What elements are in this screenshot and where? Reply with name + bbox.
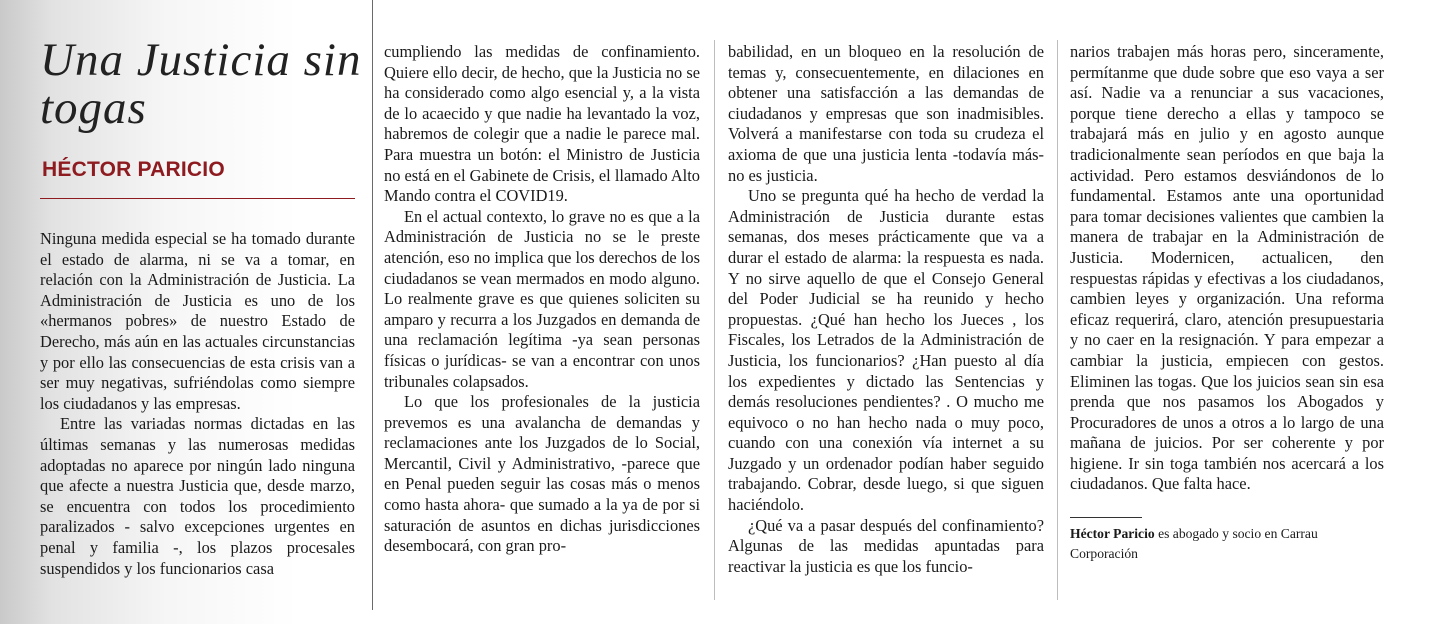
paragraph: narios trabajen más horas pero, sinceramente, permítanme que dude sobre que eso vaya a ser así. Nadie va a renunciar a sus vacaciones, porque tiene derecho a ellas y tampoco se trabajará más en julio y en agosto aunque tradicionalmente sean períodos en que baja la actividad. Pero estamos desviándonos de lo fundamental. Estamos ante una oportunidad para tomar decisiones valientes que cambien la manera de trabajar en la Administración de Justicia. Modernicen, actualicen, den respuestas rápidas y efectivas a los ciudadanos, cambien leyes y organización. Una reforma eficaz requerirá, claro, atención presupuestaria y no caer en la resignación. Y para empezar a cambiar la justicia, empiecen con gestos. Eliminen las togas. Que los juicios sean sin esa prenda que nos pasamos los Abogados y Procuradores de unos a otros a lo largo de una mañana de juicios. Por ser coherente y por higiene. Ir sin toga también nos acercará a los ciudadanos. Que falta hace. — [1070, 42, 1384, 494]
article-column-3 — [728, 42, 1044, 577]
column-divider — [714, 40, 715, 600]
bio-rule — [1070, 517, 1142, 518]
article-column-2 — [384, 42, 700, 557]
paragraph: ¿Qué va a pasar después del confinamiento? Algunas de las medidas apuntadas para reactivar la justicia es que los funcio- — [728, 515, 1044, 576]
paragraph: Entre las variadas normas dictadas en las últimas semanas y las numerosas medidas adoptadas no aparece por ningún lado ninguna que afecte a nuestra Justicia que, desde marzo, se encuentra con todos los procedimiento paralizados - salvo excepciones urgentes en penal y familia -, los plazos procesales suspendidos y los funcionarios casa — [40, 414, 355, 578]
author-bio — [1070, 524, 1384, 564]
paragraph: Ninguna medida especial se ha tomado durante el estado de alarma, ni se va a tomar, en relación con la Administración de Justicia. La Administración de Justicia es uno de los «hermanos pobres» de nuestro Estado de Derecho, más aún en las actuales circunstancias y por ello las consecuencias de esta crisis van a ser muy negativas, sufriéndolas como siempre los ciudadanos y las empresas. — [40, 229, 355, 413]
author-byline: HÉCTOR PARICIO — [42, 158, 225, 181]
paragraph: babilidad, en un bloqueo en la resolución de temas y, consecuentemente, en dilaciones en obtener una satisfacción a las demandas de ciudadanos y empresas que son inadmisibles. Volverá a manifestarse con toda su crudeza el axioma de que una justicia lenta -todavía más- no es justicia. — [728, 42, 1044, 185]
bio-text: es abogado y socio en Carrau Corporación — [1070, 526, 1318, 562]
article-headline: Una Justicia sin togas — [40, 34, 362, 134]
byline-rule — [40, 198, 355, 199]
article-column-4 — [1070, 42, 1384, 564]
article-column-1 — [40, 229, 355, 579]
page-divider — [372, 0, 373, 610]
paragraph: En el actual contexto, lo grave no es que a la Administración de Justicia no se le preste atención, eso no implica que los derechos de los ciudadanos se vean mermados en modo alguno. Lo realmente grave es que quienes soliciten su amparo y recurra a los Juzgados en demanda de una reclamación legítima -ya sean personas físicas o jurídicas- se van a encontrar con unos tribunales colapsados. — [384, 206, 700, 391]
column-divider — [1057, 40, 1058, 600]
paragraph: cumpliendo las medidas de confinamiento. Quiere ello decir, de hecho, que la Justicia no se ha considerado como algo esencial y, a la vista de lo acaecido y que nadie ha levantado la voz, habremos de colegir que a nadie le parece mal. Para muestra un botón: el Ministro de Justicia no está en el Gabinete de Crisis, el llamado Alto Mando contra el COVID19. — [384, 42, 700, 206]
paragraph: Lo que los profesionales de la justicia prevemos es una avalancha de demandas y reclamaciones ante los Juzgados de lo Social, Mercantil, Civil y Administrativo, -parece que en Penal pueden seguir las cosas más o menos como hasta ahora- que sumado a la ya de por si saturación de asuntos en dichas jurisdicciones desembocará, con gran pro- — [384, 392, 700, 556]
bio-author-name: Héctor Paricio — [1070, 526, 1155, 542]
paragraph: Uno se pregunta qué ha hecho de verdad la Administración de Justicia durante estas semanas, dos meses prácticamente que va a durar el estado de alarma: la respuesta es nada. Y no sirve aquello de que el Consejo General del Poder Judicial se ha reunido y hecho propuestas. ¿Qué han hecho los Jueces , los Fiscales, los Letrados de la Administración de Justicia, los funcionarios? ¿Han puesto al día los expedientes y dictado las Sentencias y demás resoluciones pendientes? . O mucho me equivoco o no han hecho nada o muy poco, cuando con una conexión vía internet a su Juzgado y un ordenador podían haber seguido trabajando. Cobrar, desde luego, si que siguen haciéndolo. — [728, 186, 1044, 515]
